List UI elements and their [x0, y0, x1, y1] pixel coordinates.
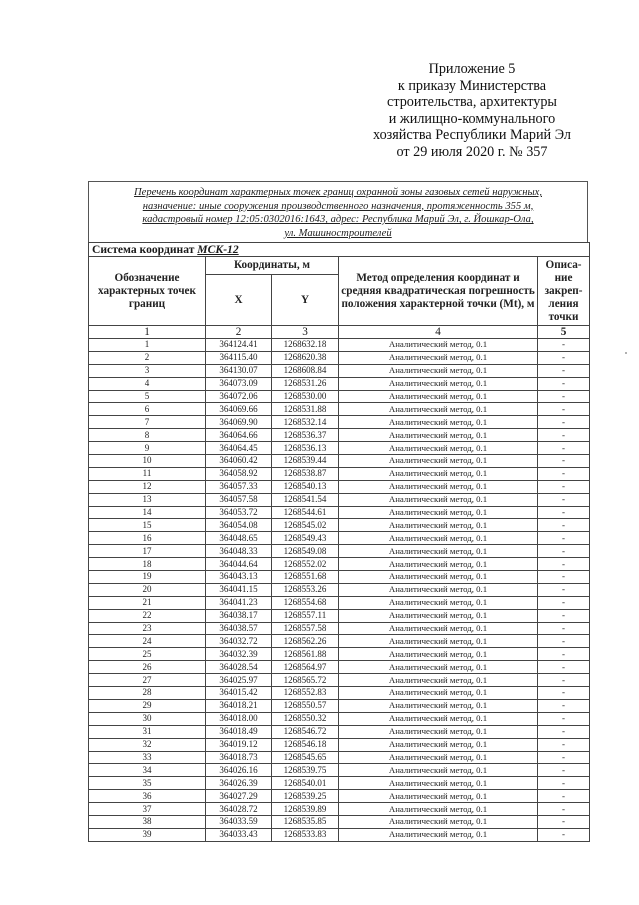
y-coordinate-cell: 1268535.85 — [272, 815, 339, 828]
x-coordinate-cell: 364015.42 — [206, 687, 272, 700]
point-number-cell: 20 — [89, 583, 206, 596]
point-number-cell: 31 — [89, 725, 206, 738]
method-cell: Аналитический метод, 0.1 — [339, 699, 538, 712]
table-row — [89, 699, 590, 712]
y-coordinate-cell: 1268545.65 — [272, 751, 339, 764]
point-number-cell: 11 — [89, 467, 206, 480]
x-coordinate-cell: 364026.16 — [206, 764, 272, 777]
scan-artifact — [625, 352, 627, 354]
y-coordinate-cell: 1268557.58 — [272, 622, 339, 635]
header-row — [89, 257, 590, 275]
point-number-cell: 27 — [89, 674, 206, 687]
method-cell: Аналитический метод, 0.1 — [339, 687, 538, 700]
point-number-cell: 16 — [89, 532, 206, 545]
x-coordinate-cell: 364057.33 — [206, 480, 272, 493]
method-cell: Аналитический метод, 0.1 — [339, 558, 538, 571]
point-number-cell: 14 — [89, 506, 206, 519]
point-number-cell: 6 — [89, 403, 206, 416]
coordinate-system-value: МСК-12 — [197, 243, 239, 256]
y-coordinate-cell: 1268550.57 — [272, 699, 339, 712]
point-number-cell: 1 — [89, 339, 206, 352]
method-cell: Аналитический метод, 0.1 — [339, 635, 538, 648]
point-number-cell: 3 — [89, 364, 206, 377]
description-cell: - — [538, 738, 590, 751]
method-cell: Аналитический метод, 0.1 — [339, 596, 538, 609]
description-cell: - — [538, 803, 590, 816]
point-number-cell: 18 — [89, 558, 206, 571]
x-coordinate-cell: 364032.72 — [206, 635, 272, 648]
method-cell: Аналитический метод, 0.1 — [339, 764, 538, 777]
x-coordinate-cell: 364041.23 — [206, 596, 272, 609]
description-cell: - — [538, 377, 590, 390]
method-cell: Аналитический метод, 0.1 — [339, 390, 538, 403]
y-coordinate-cell: 1268557.11 — [272, 609, 339, 622]
table-row — [89, 583, 590, 596]
method-cell: Аналитический метод, 0.1 — [339, 377, 538, 390]
description-cell: - — [538, 416, 590, 429]
point-number-cell: 34 — [89, 764, 206, 777]
x-coordinate-cell: 364038.17 — [206, 609, 272, 622]
method-cell: Аналитический метод, 0.1 — [339, 467, 538, 480]
table-row — [89, 545, 590, 558]
x-coordinate-cell: 364072.06 — [206, 390, 272, 403]
method-cell: Аналитический метод, 0.1 — [339, 661, 538, 674]
table-row — [89, 377, 590, 390]
x-coordinate-cell: 364057.58 — [206, 493, 272, 506]
column-number: 5 — [538, 326, 590, 339]
x-coordinate-cell: 364054.08 — [206, 519, 272, 532]
y-coordinate-cell: 1268530.00 — [272, 390, 339, 403]
table-row — [89, 764, 590, 777]
appendix-line: хозяйства Республики Марий Эл — [373, 127, 571, 144]
table-row — [89, 712, 590, 725]
description-cell: - — [538, 687, 590, 700]
table-row — [89, 429, 590, 442]
table-row — [89, 674, 590, 687]
table-row — [89, 622, 590, 635]
point-number-cell: 17 — [89, 545, 206, 558]
table-row — [89, 558, 590, 571]
table-row — [89, 364, 590, 377]
point-number-cell: 24 — [89, 635, 206, 648]
description-cell: - — [538, 519, 590, 532]
y-coordinate-cell: 1268564.97 — [272, 661, 339, 674]
appendix-header — [352, 61, 592, 161]
description-cell: - — [538, 532, 590, 545]
point-number-cell: 35 — [89, 777, 206, 790]
method-cell: Аналитический метод, 0.1 — [339, 725, 538, 738]
method-cell: Аналитический метод, 0.1 — [339, 571, 538, 584]
method-cell: Аналитический метод, 0.1 — [339, 815, 538, 828]
x-coordinate-cell: 364033.43 — [206, 828, 272, 841]
method-cell: Аналитический метод, 0.1 — [339, 442, 538, 455]
description-cell: - — [538, 764, 590, 777]
y-coordinate-cell: 1268531.26 — [272, 377, 339, 390]
x-coordinate-cell: 364018.21 — [206, 699, 272, 712]
method-cell: Аналитический метод, 0.1 — [339, 790, 538, 803]
x-coordinate-cell: 364018.49 — [206, 725, 272, 738]
x-coordinate-cell: 364064.66 — [206, 429, 272, 442]
description-cell: - — [538, 674, 590, 687]
title-line: кадастровый номер 12:05:0302016:1643, адрес: Республика Марий Эл, г. Йошкар-Ола, — [142, 214, 534, 226]
y-coordinate-cell: 1268546.72 — [272, 725, 339, 738]
appendix-line: Приложение 5 — [428, 61, 516, 77]
x-coordinate-cell: 364064.45 — [206, 442, 272, 455]
y-coordinate-cell: 1268531.88 — [272, 403, 339, 416]
header-description: Описа-ние закреп-ления точки — [538, 257, 590, 326]
description-cell: - — [538, 480, 590, 493]
method-cell: Аналитический метод, 0.1 — [339, 403, 538, 416]
description-cell: - — [538, 558, 590, 571]
table-row — [89, 648, 590, 661]
title-line: назначение: иные сооружения производственного назначения, протяженность 355 м, — [142, 200, 534, 212]
description-cell: - — [538, 506, 590, 519]
y-coordinate-cell: 1268608.84 — [272, 364, 339, 377]
y-coordinate-cell: 1268539.89 — [272, 803, 339, 816]
x-coordinate-cell: 364048.65 — [206, 532, 272, 545]
y-coordinate-cell: 1268620.38 — [272, 351, 339, 364]
method-cell: Аналитический метод, 0.1 — [339, 455, 538, 468]
y-coordinate-cell: 1268538.87 — [272, 467, 339, 480]
table-row — [89, 467, 590, 480]
method-cell: Аналитический метод, 0.1 — [339, 480, 538, 493]
point-number-cell: 5 — [89, 390, 206, 403]
x-coordinate-cell: 364018.73 — [206, 751, 272, 764]
description-cell: - — [538, 699, 590, 712]
coordinate-system-row — [89, 243, 590, 257]
x-coordinate-cell: 364130.07 — [206, 364, 272, 377]
table-row — [89, 609, 590, 622]
point-number-cell: 13 — [89, 493, 206, 506]
description-cell: - — [538, 364, 590, 377]
description-cell: - — [538, 648, 590, 661]
method-cell: Аналитический метод, 0.1 — [339, 751, 538, 764]
table-row — [89, 828, 590, 841]
y-coordinate-cell: 1268533.83 — [272, 828, 339, 841]
point-number-cell: 4 — [89, 377, 206, 390]
x-coordinate-cell: 364038.57 — [206, 622, 272, 635]
document-title — [88, 181, 588, 242]
table-row — [89, 519, 590, 532]
method-cell: Аналитический метод, 0.1 — [339, 339, 538, 352]
table-row — [89, 687, 590, 700]
method-cell: Аналитический метод, 0.1 — [339, 532, 538, 545]
coordinate-system — [89, 243, 590, 257]
y-coordinate-cell: 1268550.32 — [272, 712, 339, 725]
description-cell: - — [538, 390, 590, 403]
y-coordinate-cell: 1268541.54 — [272, 493, 339, 506]
table-row — [89, 506, 590, 519]
x-coordinate-cell: 364044.64 — [206, 558, 272, 571]
description-cell: - — [538, 661, 590, 674]
point-number-cell: 10 — [89, 455, 206, 468]
header-method: Метод определения координат и средняя квадратическая погрешность положения характерной точки (Mt), м — [339, 257, 538, 326]
method-cell: Аналитический метод, 0.1 — [339, 738, 538, 751]
column-number: 4 — [339, 326, 538, 339]
y-coordinate-cell: 1268549.08 — [272, 545, 339, 558]
point-number-cell: 26 — [89, 661, 206, 674]
table-row — [89, 635, 590, 648]
x-coordinate-cell: 364124.41 — [206, 339, 272, 352]
table-row — [89, 596, 590, 609]
x-coordinate-cell: 364018.00 — [206, 712, 272, 725]
description-cell: - — [538, 751, 590, 764]
header-y: Y — [272, 275, 339, 326]
description-cell: - — [538, 545, 590, 558]
column-number: 2 — [206, 326, 272, 339]
method-cell: Аналитический метод, 0.1 — [339, 622, 538, 635]
x-coordinate-cell: 364027.29 — [206, 790, 272, 803]
table-row — [89, 339, 590, 352]
description-cell: - — [538, 712, 590, 725]
table-row — [89, 738, 590, 751]
description-cell: - — [538, 467, 590, 480]
point-number-cell: 15 — [89, 519, 206, 532]
x-coordinate-cell: 364028.54 — [206, 661, 272, 674]
method-cell: Аналитический метод, 0.1 — [339, 519, 538, 532]
y-coordinate-cell: 1268552.02 — [272, 558, 339, 571]
description-cell: - — [538, 622, 590, 635]
point-number-cell: 29 — [89, 699, 206, 712]
table-row — [89, 390, 590, 403]
x-coordinate-cell: 364033.59 — [206, 815, 272, 828]
description-cell: - — [538, 777, 590, 790]
method-cell: Аналитический метод, 0.1 — [339, 545, 538, 558]
description-cell: - — [538, 571, 590, 584]
x-coordinate-cell: 364048.33 — [206, 545, 272, 558]
column-number: 1 — [89, 326, 206, 339]
x-coordinate-cell: 364041.15 — [206, 583, 272, 596]
y-coordinate-cell: 1268562.26 — [272, 635, 339, 648]
y-coordinate-cell: 1268565.72 — [272, 674, 339, 687]
point-number-cell: 8 — [89, 429, 206, 442]
method-cell: Аналитический метод, 0.1 — [339, 351, 538, 364]
x-coordinate-cell: 364073.09 — [206, 377, 272, 390]
table-row — [89, 751, 590, 764]
y-coordinate-cell: 1268546.18 — [272, 738, 339, 751]
point-number-cell: 23 — [89, 622, 206, 635]
method-cell: Аналитический метод, 0.1 — [339, 712, 538, 725]
y-coordinate-cell: 1268539.44 — [272, 455, 339, 468]
title-line: Перечень координат характерных точек границ охранной зоны газовых сетей наружных, — [133, 187, 542, 198]
method-cell: Аналитический метод, 0.1 — [339, 429, 538, 442]
appendix-line: и жилищно-коммунального — [388, 110, 556, 127]
table-row — [89, 803, 590, 816]
appendix-line: от 29 июля 2020 г. № 357 — [396, 143, 548, 160]
coordinate-system-label: Система координат — [92, 243, 195, 256]
table-row — [89, 815, 590, 828]
point-number-cell: 25 — [89, 648, 206, 661]
table-row — [89, 790, 590, 803]
y-coordinate-cell: 1268545.02 — [272, 519, 339, 532]
table-row — [89, 777, 590, 790]
point-number-cell: 28 — [89, 687, 206, 700]
y-coordinate-cell: 1268553.26 — [272, 583, 339, 596]
coordinates-table — [88, 242, 590, 842]
description-cell: - — [538, 339, 590, 352]
description-cell: - — [538, 725, 590, 738]
method-cell: Аналитический метод, 0.1 — [339, 416, 538, 429]
x-coordinate-cell: 364069.90 — [206, 416, 272, 429]
y-coordinate-cell: 1268540.13 — [272, 480, 339, 493]
description-cell: - — [538, 351, 590, 364]
y-coordinate-cell: 1268532.14 — [272, 416, 339, 429]
y-coordinate-cell: 1268540.01 — [272, 777, 339, 790]
table-row — [89, 725, 590, 738]
method-cell: Аналитический метод, 0.1 — [339, 583, 538, 596]
table-row — [89, 532, 590, 545]
point-number-cell: 19 — [89, 571, 206, 584]
header-x: X — [206, 275, 272, 326]
x-coordinate-cell: 364058.92 — [206, 467, 272, 480]
point-number-cell: 12 — [89, 480, 206, 493]
appendix-line: строительства, архитектуры — [387, 94, 557, 111]
point-number-cell: 2 — [89, 351, 206, 364]
y-coordinate-cell: 1268536.37 — [272, 429, 339, 442]
description-cell: - — [538, 635, 590, 648]
description-cell: - — [538, 493, 590, 506]
x-coordinate-cell: 364032.39 — [206, 648, 272, 661]
y-coordinate-cell: 1268552.83 — [272, 687, 339, 700]
table-row — [89, 661, 590, 674]
column-number: 3 — [272, 326, 339, 339]
description-cell: - — [538, 596, 590, 609]
table-row — [89, 480, 590, 493]
point-number-cell: 33 — [89, 751, 206, 764]
y-coordinate-cell: 1268536.13 — [272, 442, 339, 455]
method-cell: Аналитический метод, 0.1 — [339, 648, 538, 661]
method-cell: Аналитический метод, 0.1 — [339, 803, 538, 816]
y-coordinate-cell: 1268561.88 — [272, 648, 339, 661]
x-coordinate-cell: 364053.72 — [206, 506, 272, 519]
title-line: ул. Машиностроителей — [284, 227, 392, 239]
header-coordinates: Координаты, м — [206, 257, 339, 275]
method-cell: Аналитический метод, 0.1 — [339, 506, 538, 519]
y-coordinate-cell: 1268551.68 — [272, 571, 339, 584]
description-cell: - — [538, 828, 590, 841]
table-row — [89, 571, 590, 584]
table-row — [89, 403, 590, 416]
x-coordinate-cell: 364028.72 — [206, 803, 272, 816]
description-cell: - — [538, 609, 590, 622]
point-number-cell: 38 — [89, 815, 206, 828]
y-coordinate-cell: 1268632.18 — [272, 339, 339, 352]
method-cell: Аналитический метод, 0.1 — [339, 828, 538, 841]
description-cell: - — [538, 790, 590, 803]
x-coordinate-cell: 364026.39 — [206, 777, 272, 790]
point-number-cell: 32 — [89, 738, 206, 751]
y-coordinate-cell: 1268544.61 — [272, 506, 339, 519]
method-cell: Аналитический метод, 0.1 — [339, 674, 538, 687]
method-cell: Аналитический метод, 0.1 — [339, 609, 538, 622]
description-cell: - — [538, 442, 590, 455]
x-coordinate-cell: 364043.13 — [206, 571, 272, 584]
x-coordinate-cell: 364069.66 — [206, 403, 272, 416]
method-cell: Аналитический метод, 0.1 — [339, 364, 538, 377]
table-row — [89, 416, 590, 429]
x-coordinate-cell: 364025.97 — [206, 674, 272, 687]
table-row — [89, 442, 590, 455]
x-coordinate-cell: 364019.12 — [206, 738, 272, 751]
point-number-cell: 22 — [89, 609, 206, 622]
y-coordinate-cell: 1268549.43 — [272, 532, 339, 545]
point-number-cell: 9 — [89, 442, 206, 455]
description-cell: - — [538, 429, 590, 442]
description-cell: - — [538, 583, 590, 596]
point-number-cell: 36 — [89, 790, 206, 803]
column-number-row — [89, 326, 590, 339]
y-coordinate-cell: 1268539.75 — [272, 764, 339, 777]
appendix-line: к приказу Министерства — [397, 77, 547, 94]
header-point: Обозначение характерных точек границ — [89, 257, 206, 326]
x-coordinate-cell: 364115.40 — [206, 351, 272, 364]
point-number-cell: 30 — [89, 712, 206, 725]
description-cell: - — [538, 403, 590, 416]
y-coordinate-cell: 1268554.68 — [272, 596, 339, 609]
method-cell: Аналитический метод, 0.1 — [339, 777, 538, 790]
point-number-cell: 21 — [89, 596, 206, 609]
table-row — [89, 455, 590, 468]
point-number-cell: 39 — [89, 828, 206, 841]
point-number-cell: 37 — [89, 803, 206, 816]
table-row — [89, 493, 590, 506]
method-cell: Аналитический метод, 0.1 — [339, 493, 538, 506]
point-number-cell: 7 — [89, 416, 206, 429]
table-row — [89, 351, 590, 364]
description-cell: - — [538, 455, 590, 468]
description-cell: - — [538, 815, 590, 828]
y-coordinate-cell: 1268539.25 — [272, 790, 339, 803]
x-coordinate-cell: 364060.42 — [206, 455, 272, 468]
